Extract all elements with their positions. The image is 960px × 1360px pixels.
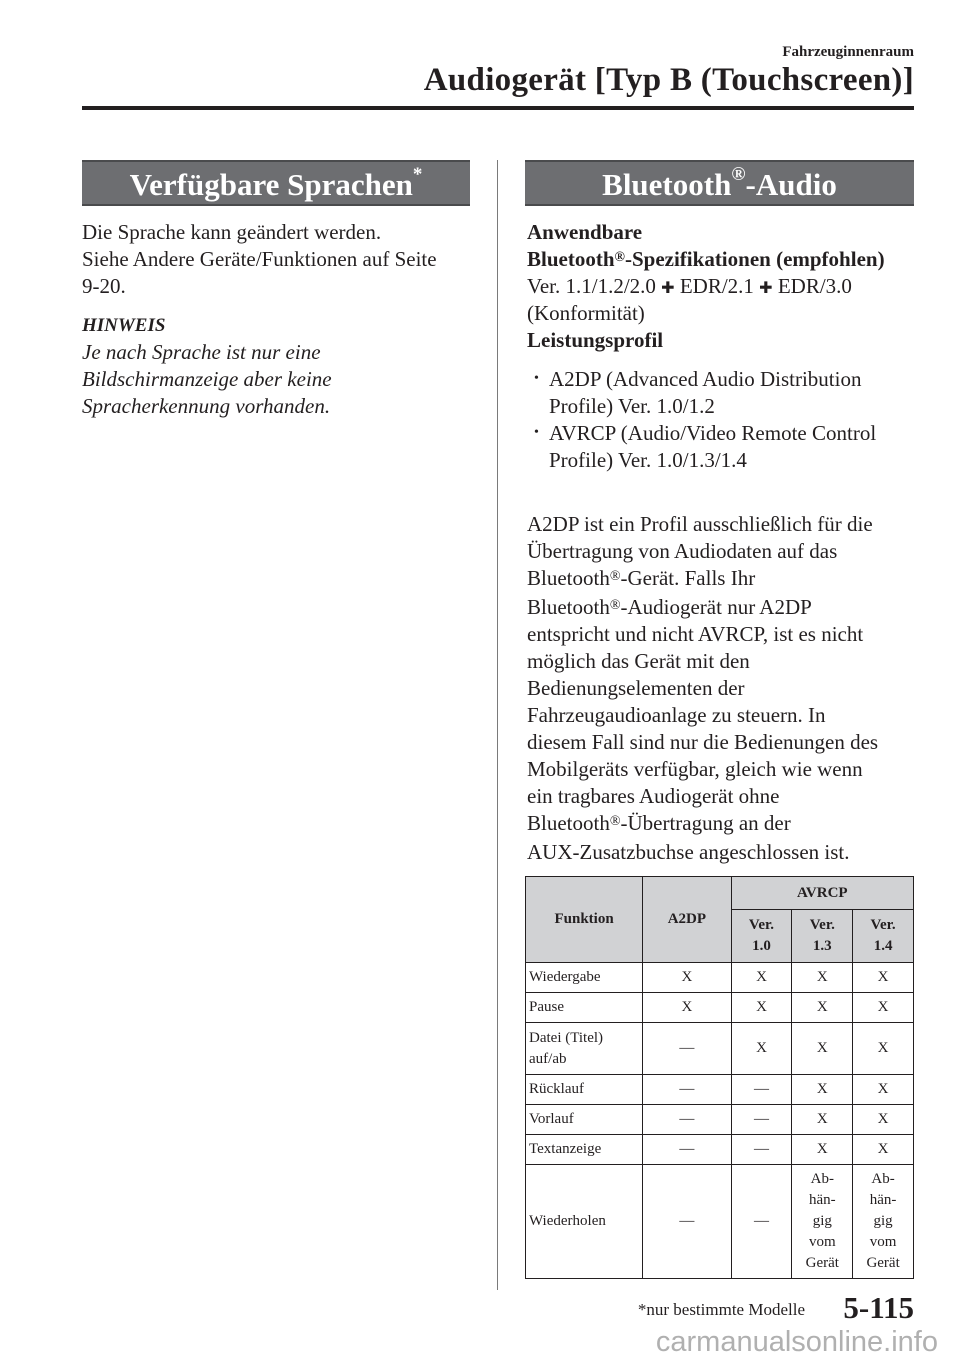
note-line-3: Spracherkennung vorhanden. (82, 394, 331, 418)
cell-line: Gerät (866, 1255, 900, 1271)
header-title: Audiogerät [Typ B (Touchscreen)] (423, 62, 914, 98)
heading-verfuegbare-sprachen (82, 160, 470, 206)
header-section: Fahrzeuginnenraum (782, 44, 914, 60)
heading-reg: ® (731, 163, 746, 185)
body-line-6: möglich das Gerät mit den (527, 649, 750, 673)
bullet-icon: • (534, 371, 539, 386)
bullet-icon: • (534, 425, 539, 440)
heading-text: Verfügbare Sprachen (129, 167, 413, 202)
ver-label: Ver. (809, 917, 835, 933)
bullet-2-line-1: AVRCP (Audio/Video Remote Control (549, 421, 877, 445)
cell-function: Vorlauf (526, 1105, 643, 1135)
spec-label-2b: -Spezifikationen (empfohlen) (624, 247, 885, 271)
table-row (526, 1023, 914, 1075)
table-row (526, 1105, 914, 1135)
footnote: *nur bestimmte Modelle (637, 1300, 805, 1319)
cell-a2dp: — (643, 1165, 731, 1279)
cell-v13: X (792, 1135, 853, 1165)
body-line-2: Übertragung von Audiodaten auf das (527, 539, 838, 563)
spec-conformity: (Konformität) (527, 301, 645, 325)
cell-v10: — (731, 1075, 792, 1105)
reg-mark: ® (609, 569, 621, 584)
cell-line: vom (869, 1234, 897, 1250)
table-row (526, 1135, 914, 1165)
cell-v10: X (731, 963, 792, 993)
spec-version-line (527, 273, 852, 302)
plus-icon: ✚ (759, 280, 773, 297)
cell-line: gig (873, 1213, 893, 1229)
body-line-5: entspricht und nicht AVRCP, ist es nicht (527, 622, 864, 646)
cell-v14: X (853, 1023, 914, 1075)
cell-v13: X (792, 1023, 853, 1075)
body-line-4b: -Audiogerät nur A2DP (620, 595, 812, 619)
cell-function (526, 1023, 643, 1075)
bluetooth-function-table (525, 876, 914, 1279)
cell-v13 (792, 1165, 853, 1279)
bullet-1-line-1: A2DP (Advanced Audio Distribution (549, 367, 862, 391)
body-line-7: Bedienungselementen der (527, 676, 745, 700)
cell-a2dp: — (643, 1075, 731, 1105)
cell-line: gig (812, 1213, 832, 1229)
table-row (526, 963, 914, 993)
col-header-ver-1-4 (853, 910, 914, 963)
watermark: carmanualsonline.info (655, 1326, 938, 1358)
cell-function: Textanzeige (526, 1135, 643, 1165)
left-para-line-3: 9-20. (82, 274, 126, 298)
cell-v13: X (792, 1105, 853, 1135)
body-line-4a: Bluetooth (527, 595, 610, 619)
heading-text-a: Bluetooth (602, 167, 732, 202)
table-row (526, 993, 914, 1023)
cell-v10: — (731, 1105, 792, 1135)
body-line-9: diesem Fall sind nur die Bedienungen des (527, 730, 879, 754)
body-line-3a: Bluetooth (527, 566, 610, 590)
cell-v14: X (853, 1135, 914, 1165)
header-rule (82, 106, 914, 110)
cell-function-line-2: auf/ab (529, 1050, 567, 1067)
spec-label-1: Anwendbare (527, 220, 643, 244)
spec-ver-c: EDR/3.0 (777, 274, 852, 298)
heading-text-b: -Audio (745, 167, 837, 202)
table-row (526, 1075, 914, 1105)
reg-mark: ® (609, 598, 621, 613)
spec-label-2 (527, 246, 885, 273)
note-line-2: Bildschirmanzeige aber keine (82, 367, 332, 391)
cell-function: Rücklauf (526, 1075, 643, 1105)
note-line-1: Je nach Sprache ist nur eine (82, 340, 321, 364)
bullet-2-line-2: Profile) Ver. 1.0/1.3/1.4 (549, 448, 747, 472)
cell-function: Pause (526, 993, 643, 1023)
col-header-avrcp: AVRCP (731, 877, 913, 910)
col-header-funktion: Funktion (526, 877, 643, 963)
cell-v14: X (853, 1075, 914, 1105)
spec-ver-b: EDR/2.1 (679, 274, 754, 298)
spec-ver-a: Ver. 1.1/1.2/2.0 (527, 274, 656, 298)
column-divider (497, 160, 498, 1290)
cell-a2dp: X (643, 993, 731, 1023)
left-para-line-2: Siehe Andere Geräte/Funktionen auf Seite (82, 247, 437, 271)
spec-label-2a: Bluetooth (527, 247, 615, 271)
body-line-8: Fahrzeugaudioanlage zu steuern. In (527, 703, 826, 727)
cell-v10: X (731, 1023, 792, 1075)
body-line-12a: Bluetooth (527, 811, 610, 835)
cell-function: Wiederholen (526, 1165, 643, 1279)
profile-label: Leistungsprofil (527, 328, 664, 352)
body-line-3 (527, 565, 755, 592)
ver-number: 1.0 (752, 938, 771, 954)
ver-label: Ver. (748, 917, 775, 933)
reg-mark: ® (609, 814, 621, 829)
cell-line: Ab- (810, 1171, 834, 1187)
cell-v14: X (853, 963, 914, 993)
cell-v14: X (853, 993, 914, 1023)
reg-mark: ® (614, 250, 625, 265)
cell-line: Ab- (871, 1171, 895, 1187)
ver-number: 1.4 (873, 938, 893, 954)
cell-line: Gerät (805, 1255, 839, 1271)
body-line-10: Mobilgeräts verfügbar, gleich wie wenn (527, 757, 863, 781)
heading-asterisk: * (412, 163, 423, 185)
body-line-11: ein tragbares Audiogerät ohne (527, 784, 780, 808)
cell-function: Wiedergabe (526, 963, 643, 993)
heading-bluetooth-audio (525, 160, 914, 206)
cell-a2dp: — (643, 1023, 731, 1075)
body-line-12 (527, 810, 791, 837)
left-para-line-1: Die Sprache kann geändert werden. (82, 220, 382, 244)
body-line-13: AUX-Zusatzbuchse angeschlossen ist. (527, 840, 850, 864)
note-label: HINWEIS (82, 315, 166, 336)
bullet-1-line-2: Profile) Ver. 1.0/1.2 (549, 394, 715, 418)
body-line-3b: -Gerät. Falls Ihr (620, 566, 756, 590)
cell-v14: X (853, 1105, 914, 1135)
page-number: 5-115 (843, 1290, 914, 1325)
col-header-a2dp: A2DP (643, 877, 731, 963)
cell-line: vom (808, 1234, 836, 1250)
cell-line: hän- (869, 1192, 897, 1208)
cell-v13: X (792, 993, 853, 1023)
col-header-ver-1-0 (731, 910, 792, 963)
cell-line: hän- (808, 1192, 836, 1208)
col-header-ver-1-3 (792, 910, 853, 963)
body-line-1: A2DP ist ein Profil ausschließlich für die (527, 512, 873, 536)
plus-icon: ✚ (661, 280, 675, 297)
body-line-4 (527, 594, 812, 621)
cell-v13: X (792, 963, 853, 993)
body-line-12b: -Übertragung an der (620, 811, 791, 835)
cell-v13: X (792, 1075, 853, 1105)
cell-v14 (853, 1165, 914, 1279)
cell-v10: X (731, 993, 792, 1023)
ver-number: 1.3 (812, 938, 832, 954)
cell-a2dp: — (643, 1105, 731, 1135)
table-header-row (526, 877, 914, 910)
cell-a2dp: X (643, 963, 731, 993)
table-row (526, 1165, 914, 1279)
cell-v10: — (731, 1165, 792, 1279)
cell-a2dp: — (643, 1135, 731, 1165)
ver-label: Ver. (870, 917, 896, 933)
cell-v10: — (731, 1135, 792, 1165)
cell-function-line-1: Datei (Titel) (529, 1029, 604, 1046)
